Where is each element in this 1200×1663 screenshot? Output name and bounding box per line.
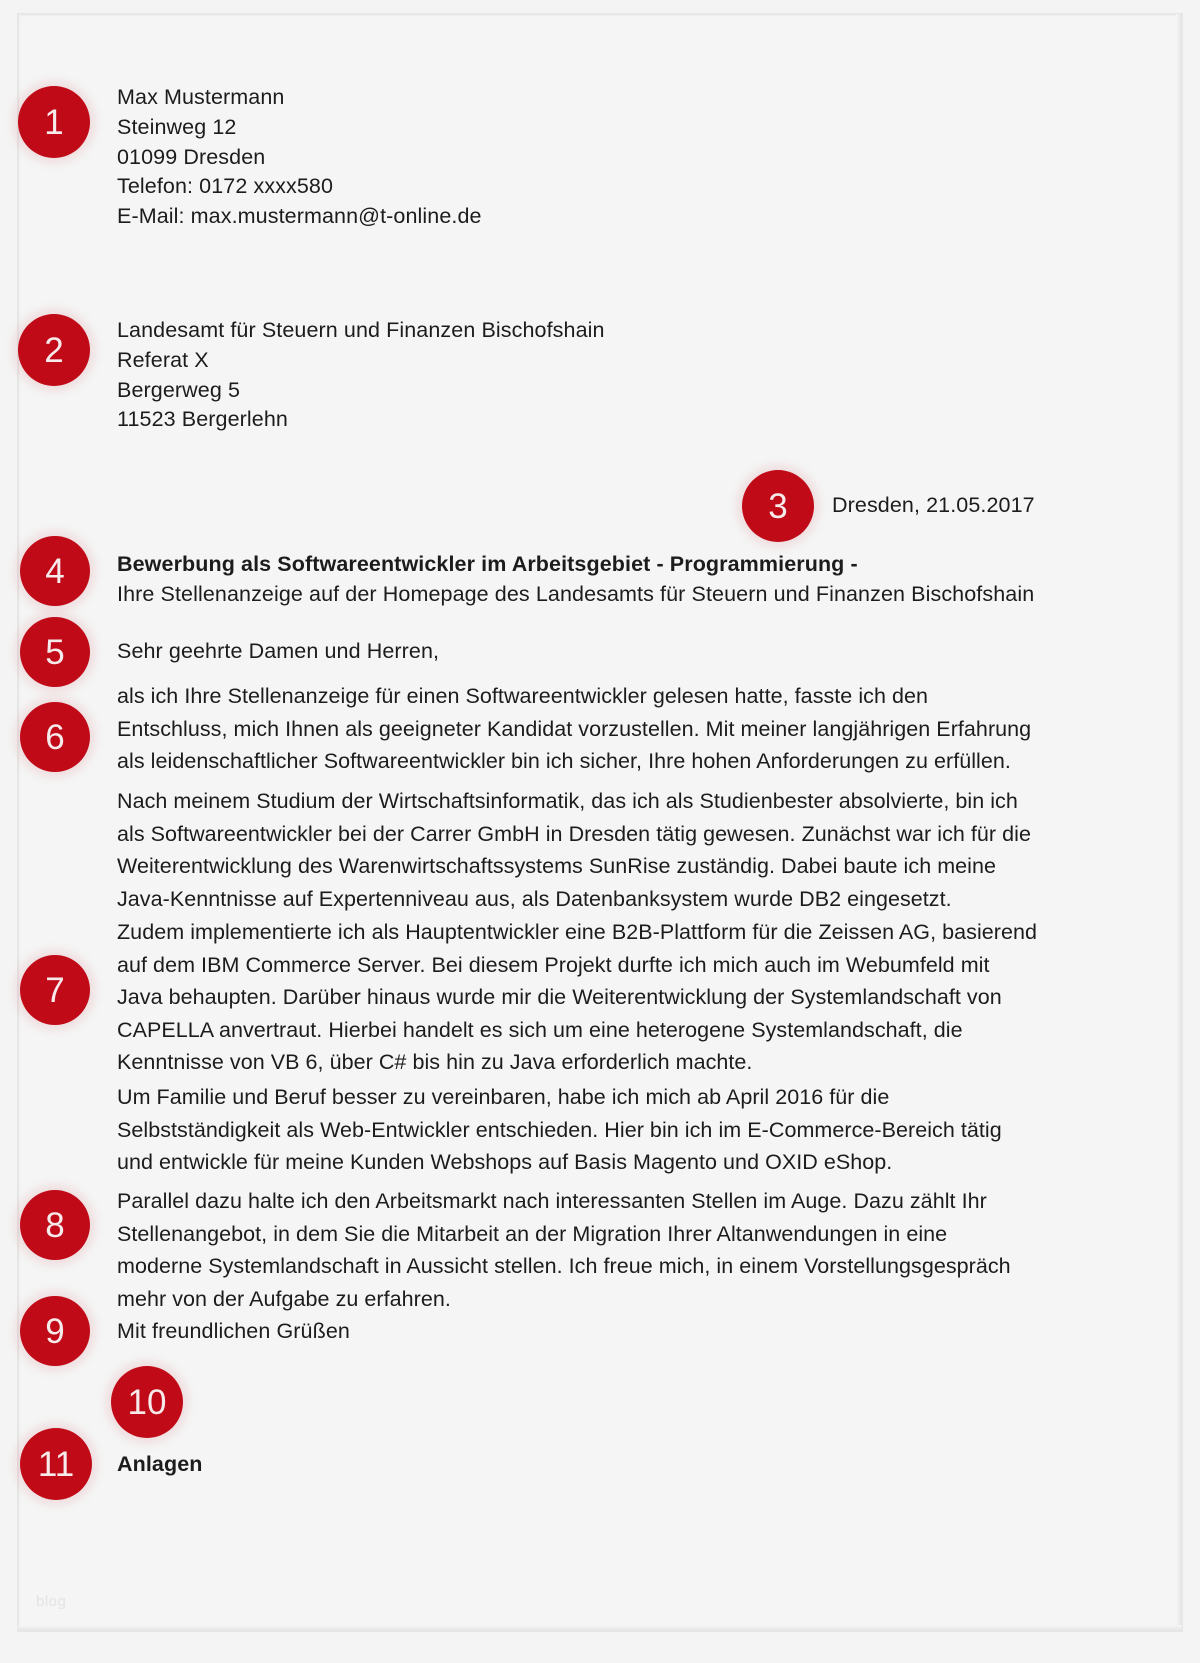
sender-street: Steinweg 12 (117, 114, 237, 139)
recipient-street: Bergerweg 5 (117, 377, 241, 402)
closing-block (117, 1317, 350, 1347)
recipient-department: Referat X (117, 347, 209, 372)
body-paragraph-3: Zudem implementierte ich als Hauptentwickler eine B2B-Plattform für die Zeissen AG, basierend auf dem IBM Commerce Server. Bei diesem Projekt durfte ich mich auch im Webumfeld mit Java behaupten. Darüber hinaus wurde mir die Weiterentwicklung der Systemlandschaft von CAPELLA anvertraut. Hierbei handelt es sich um eine heterogene Systemlandschaft, die Kenntnisse von VB 6, über C# bis hin zu Java erforderlich machte. (117, 920, 1038, 1075)
marker-6: 6 (20, 702, 90, 772)
date-line (832, 491, 1035, 521)
date-text: Dresden, 21.05.2017 (832, 493, 1035, 517)
sender-email: E-Mail: max.mustermann@t-online.de (117, 204, 482, 229)
marker-2: 2 (18, 314, 90, 386)
marker-1: 1 (18, 86, 90, 158)
marker-3: 3 (742, 470, 814, 542)
subject-headline: Bewerbung als Softwareentwickler im Arbeitsgebiet - Programmierung - (117, 552, 858, 576)
subject-reference: Ihre Stellenanzeige auf der Homepage des Landesamts für Steuern und Finanzen Bischofshain (117, 581, 1035, 606)
marker-9: 9 (20, 1296, 90, 1366)
sheet-edge-left (18, 14, 20, 1631)
attachments-label: Anlagen (117, 1452, 203, 1476)
marker-7: 7 (20, 955, 90, 1025)
subject-block (117, 550, 1034, 610)
sheet-edge-right (1176, 14, 1182, 1631)
marker-4: 4 (20, 536, 90, 606)
sender-city: 01099 Dresden (117, 144, 266, 169)
salutation (117, 637, 439, 667)
body-paragraph-2: Nach meinem Studium der Wirtschaftsinformatik, das ich als Studienbester absolvierte, bin ich als Softwareentwickler bei der Carrer GmbH in Dresden tätig gewesen. Zunächst war ich für die Weiterentwicklung des Warenwirtschaftssystems SunRise zuständig. Dabei baute ich meine Java-Kenntnisse auf Expertenniveau aus, als Datenbanksystem wurde DB2 eingesetzt. (117, 789, 1032, 911)
sender-block (117, 83, 482, 232)
recipient-block (117, 316, 605, 435)
marker-10: 10 (111, 1366, 183, 1438)
marker-8: 8 (20, 1190, 90, 1260)
sender-phone: Telefon: 0172 xxxx580 (117, 174, 334, 199)
closing-text: Mit freundlichen Grüßen (117, 1319, 350, 1343)
salutation-text: Sehr geehrte Damen und Herren, (117, 639, 440, 663)
body-paragraph-5: Parallel dazu halte ich den Arbeitsmarkt nach interessanten Stellen im Auge. Dazu zählt Ihr Stellenangebot, in dem Sie die Mitarbeit an der Migration Ihrer Altanwendungen in eine moderne Systemlandschaft in Aussicht stellen. Ich freue mich, in einem Vorstellungsgespräch mehr von der Aufgabe zu erfahren. (117, 1189, 1011, 1311)
recipient-city: 11523 Bergerlehn (117, 407, 288, 432)
attachments-block (117, 1450, 203, 1480)
marker-5: 5 (20, 617, 90, 687)
recipient-organization: Landesamt für Steuern und Finanzen Bischofshain (117, 318, 605, 342)
sheet-edge-top (18, 14, 1182, 17)
sheet-edge-bottom (18, 1625, 1182, 1631)
sender-name: Max Mustermann (117, 85, 285, 109)
body-paragraph-1: als ich Ihre Stellenanzeige für einen Softwareentwickler gelesen hatte, fasste ich den Entschluss, mich Ihnen als geeigneter Kandidat vorzustellen. Mit meiner langjährigen Erfahrung als leidenschaftlicher Softwareentwickler bin ich sicher, Ihre hohen Anforderungen zu erfüllen. (117, 684, 1032, 774)
page-watermark: blog (36, 1593, 67, 1610)
marker-11: 11 (20, 1428, 92, 1500)
body-paragraph-4: Um Familie und Beruf besser zu vereinbaren, habe ich mich ab April 2016 für die Selbstständigkeit als Web-Entwickler entschieden. Hier bin ich im E-Commerce-Bereich tätig und entwickle für meine Kunden Webshops auf Basis Magento und OXID eShop. (117, 1085, 1002, 1175)
